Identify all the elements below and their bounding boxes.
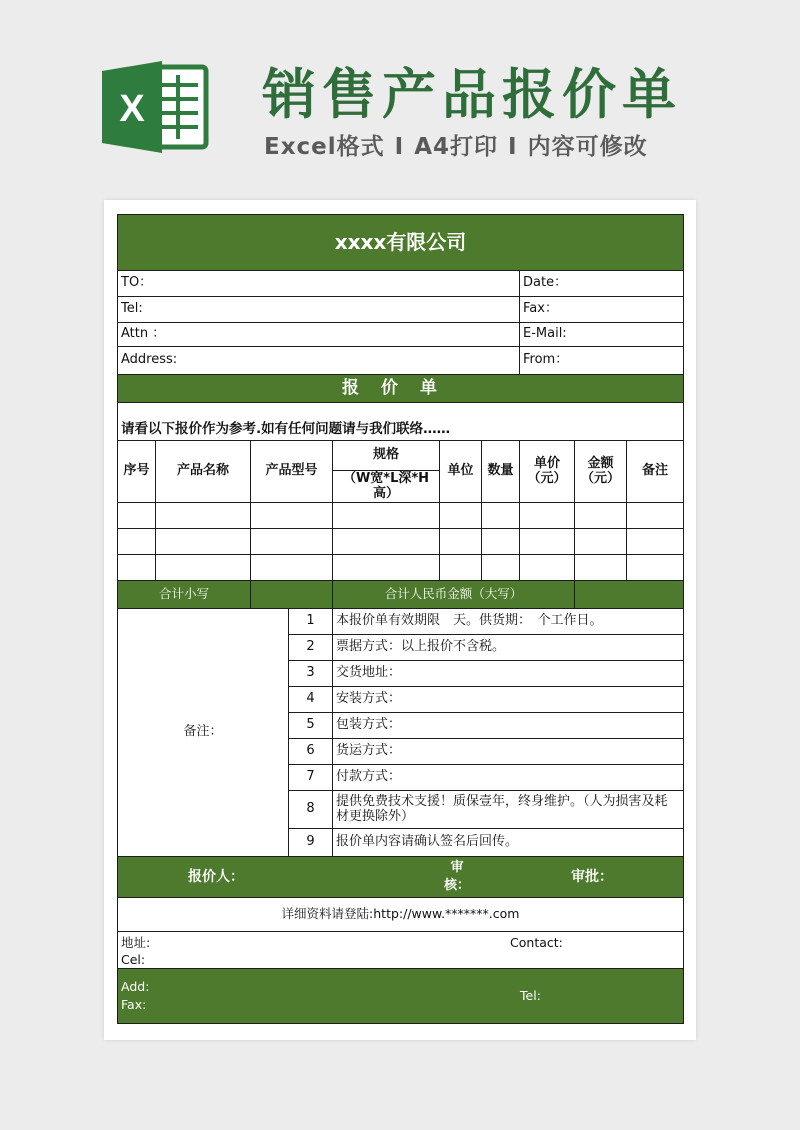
subtotal-label: 合计小写 <box>118 581 251 609</box>
quotation-sheet <box>117 214 684 1024</box>
fax-field[interactable]: Fax： <box>520 297 684 323</box>
remark-text[interactable]: 安装方式： <box>333 687 684 713</box>
footer-address-label[interactable]: 地址: <box>121 935 151 950</box>
attn-field[interactable]: Attn ： <box>118 323 520 347</box>
column-header-name: 产品名称 <box>156 441 251 503</box>
page-subtitle <box>264 128 648 161</box>
subtitle-separator: I <box>508 134 518 160</box>
page-title: 销售产品报价单 <box>262 63 682 126</box>
total-rmb-label: 合计人民币金额（大写） <box>333 581 575 609</box>
approver-label[interactable]: 审批： <box>571 868 613 885</box>
footer-cel-label[interactable]: Cel: <box>121 952 146 967</box>
column-header-model: 产品型号 <box>251 441 333 503</box>
table-row[interactable] <box>118 503 684 529</box>
footer-tel-label[interactable]: Tel: <box>520 987 541 1003</box>
from-field[interactable]: From： <box>520 347 684 375</box>
total-rmb-value[interactable] <box>575 581 684 609</box>
remark-text[interactable]: 提供免费技术支援！质保壹年，终身维护。（人为损害及耗材更换除外） <box>333 791 684 829</box>
remark-text[interactable]: 包装方式： <box>333 713 684 739</box>
column-header-remark: 备注 <box>627 441 684 503</box>
remark-number: 5 <box>289 713 333 739</box>
column-header-price: 单价（元） <box>520 441 575 503</box>
remark-text[interactable]: 货运方式： <box>333 739 684 765</box>
footer-fax-label[interactable]: Fax: <box>121 997 147 1012</box>
table-row[interactable] <box>118 555 684 581</box>
company-name[interactable]: xxxx有限公司 <box>118 215 684 271</box>
remark-text[interactable]: 本报价单有效期限 天。供货期： 个工作日。 <box>333 609 684 635</box>
remark-number: 1 <box>289 609 333 635</box>
to-field[interactable]: TO： <box>118 271 520 297</box>
date-field[interactable]: Date： <box>520 271 684 297</box>
column-header-seq: 序号 <box>118 441 156 503</box>
remark-number: 3 <box>289 661 333 687</box>
remark-text[interactable]: 票据方式：以上报价不含税。 <box>333 635 684 661</box>
logo-letter: X <box>119 88 145 130</box>
remark-number: 6 <box>289 739 333 765</box>
remark-number: 9 <box>289 829 333 857</box>
quoter-label[interactable]: 报价人： <box>188 868 244 885</box>
excel-logo-icon <box>100 57 210 157</box>
remark-text[interactable]: 交货地址： <box>333 661 684 687</box>
column-header-unit: 单位 <box>440 441 482 503</box>
tel-field[interactable]: Tel: <box>118 297 520 323</box>
remark-text[interactable]: 付款方式： <box>333 765 684 791</box>
footer-contact-block <box>118 932 684 969</box>
subtitle-print: A4打印 <box>414 134 499 160</box>
column-header-spec-detail: （W宽*L深*H高） <box>333 471 440 503</box>
table-row[interactable] <box>118 529 684 555</box>
footer-green-block <box>118 969 684 1024</box>
remark-text[interactable]: 报价单内容请确认签名后回传。 <box>333 829 684 857</box>
remark-number: 4 <box>289 687 333 713</box>
quote-band-title: 报价单 <box>118 375 684 403</box>
signature-bar <box>118 857 684 898</box>
remarks-label: 备注： <box>118 609 289 857</box>
reviewer-label[interactable]: 审核： <box>443 860 470 893</box>
remark-number: 7 <box>289 765 333 791</box>
subtotal-value[interactable] <box>251 581 333 609</box>
footer-add-label[interactable]: Add: <box>121 979 150 994</box>
reference-note: 请看以下报价作为参考.如有任何问题请与我们联络…… <box>118 403 684 441</box>
remark-number: 2 <box>289 635 333 661</box>
address-field[interactable]: Address: <box>118 347 520 375</box>
subtitle-separator: I <box>394 134 405 160</box>
subtitle-editable: 内容可修改 <box>527 134 648 160</box>
remark-number: 8 <box>289 791 333 829</box>
column-header-amount: 金额（元） <box>575 441 627 503</box>
email-field[interactable]: E-Mail: <box>520 323 684 347</box>
column-header-spec: 规格 <box>333 441 440 471</box>
website-line[interactable]: 详细资料请登陆:http://www.*******.com <box>118 898 684 932</box>
subtitle-format: Excel格式 <box>264 134 385 160</box>
column-header-qty: 数量 <box>482 441 520 503</box>
footer-contact-label[interactable]: Contact: <box>510 935 563 950</box>
